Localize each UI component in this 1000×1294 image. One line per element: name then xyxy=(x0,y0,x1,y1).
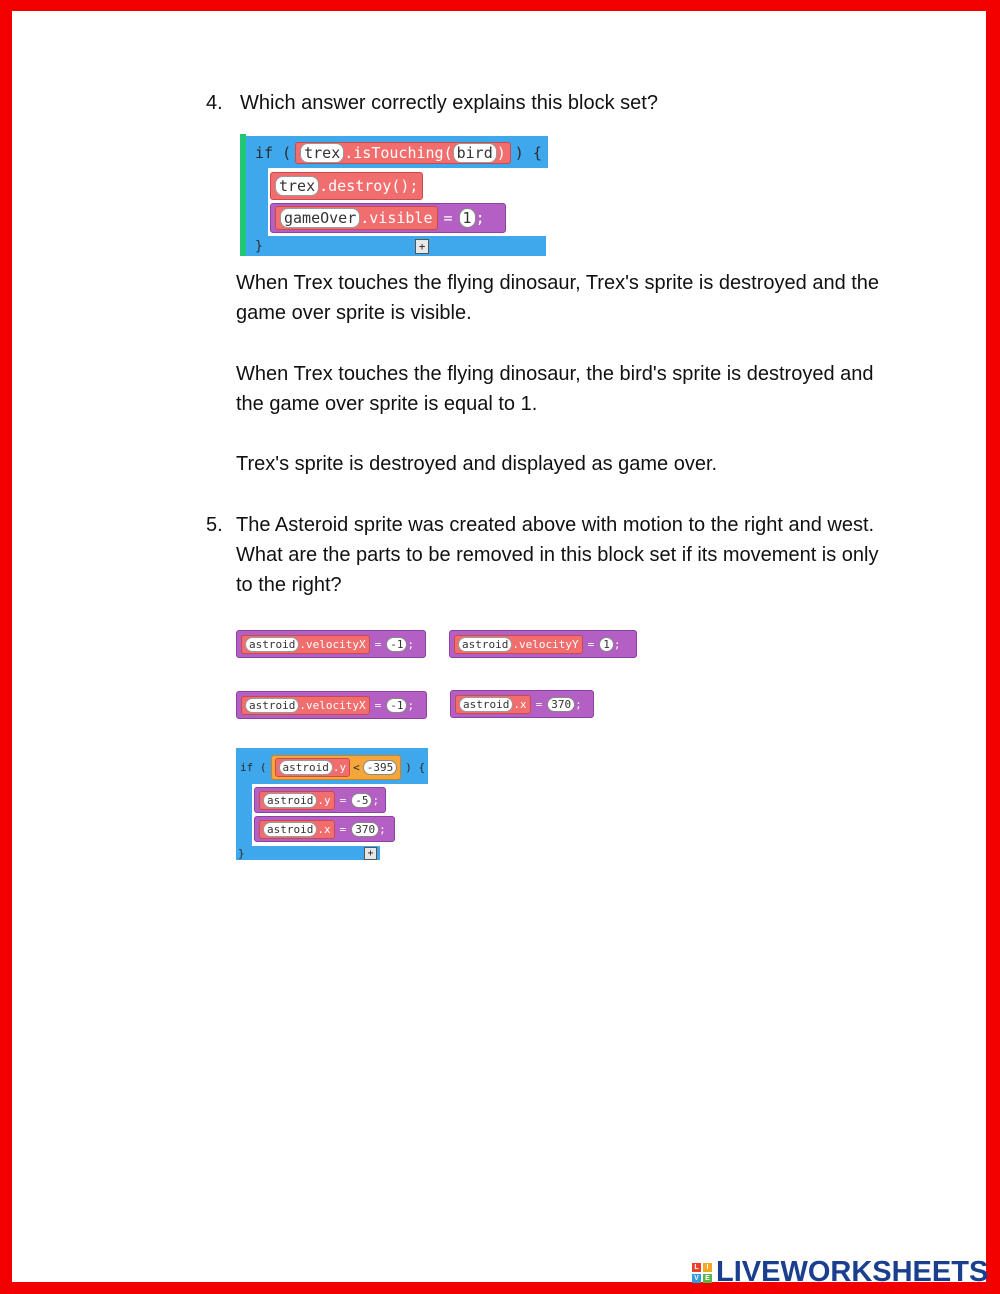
equals-sign: = xyxy=(374,637,382,651)
question-5-text: The Asteroid sprite was created above with motion to the right and west. What are the parts to be removed in this block set if its movement is only to the right? xyxy=(236,514,879,596)
value-one: 1 xyxy=(459,208,476,228)
astroid-variable: astroid xyxy=(263,822,317,837)
visible-property: .visible xyxy=(360,209,433,227)
equals-sign: = xyxy=(535,697,543,711)
value: 1 xyxy=(599,637,614,652)
semicolon: ; xyxy=(575,697,582,711)
if-keyword: if ( xyxy=(240,760,267,774)
value: 370 xyxy=(547,697,575,712)
liveworksheets-logo xyxy=(692,1256,988,1289)
equals-sign: = xyxy=(443,209,453,227)
end-brace: } xyxy=(238,846,245,860)
x-property: .x xyxy=(317,822,331,836)
if-keyword: if ( xyxy=(255,144,292,162)
answer-option-2[interactable]: When Trex touches the flying dinosaur, the bird's sprite is destroyed and the game over sprite is equal to 1. xyxy=(236,363,874,415)
value: -5 xyxy=(351,793,372,808)
bird-variable: bird xyxy=(453,143,497,163)
equals-sign: = xyxy=(374,698,382,712)
value: 370 xyxy=(351,822,379,837)
question-4-text: Which answer correctly explains this block set? xyxy=(240,92,658,114)
x-property: .x xyxy=(513,697,527,711)
if-close: ) { xyxy=(514,144,542,162)
semicolon: ; xyxy=(379,822,386,836)
block-velocityx-1[interactable] xyxy=(236,630,426,658)
velocityy-property: .velocityY xyxy=(512,637,579,651)
logo-grid-icon xyxy=(692,1263,712,1283)
end-brace: } xyxy=(255,238,263,254)
astroid-variable: astroid xyxy=(263,793,317,808)
astroid-variable: astroid xyxy=(245,637,299,652)
semicolon: ; xyxy=(407,637,415,651)
astroid-variable: astroid xyxy=(459,697,513,712)
destroy-method: .destroy(); xyxy=(319,177,419,195)
value: -1 xyxy=(386,637,407,652)
logo-letter: L xyxy=(692,1263,701,1272)
question-5-number: 5. xyxy=(206,514,223,536)
block-velocityy[interactable] xyxy=(449,630,637,658)
logo-letter: V xyxy=(692,1274,701,1283)
question-4-number: 4. xyxy=(206,92,223,114)
if-close: ) { xyxy=(405,760,426,774)
y-property: .y xyxy=(317,793,331,807)
logo-letter: I xyxy=(703,1263,712,1272)
equals-sign: = xyxy=(339,822,347,836)
equals-sign: = xyxy=(339,793,347,807)
semicolon: ; xyxy=(407,698,415,712)
astroid-variable: astroid xyxy=(458,637,512,652)
threshold-value: -395 xyxy=(363,760,398,775)
logo-text: LIVEWORKSHEETS xyxy=(716,1256,989,1288)
y-property: .y xyxy=(332,760,347,774)
block-x-position[interactable] xyxy=(450,690,594,718)
add-block-plus-icon[interactable]: + xyxy=(415,239,429,254)
semicolon: ; xyxy=(475,209,485,227)
answer-option-1[interactable]: When Trex touches the flying dinosaur, Trex's sprite is destroyed and the game over sprite is visible. xyxy=(236,272,880,324)
astroid-variable: astroid xyxy=(279,760,333,775)
answer-option-3[interactable]: Trex's sprite is destroyed and displayed as game over. xyxy=(236,453,718,475)
block-velocityx-2[interactable] xyxy=(236,691,427,719)
astroid-variable: astroid xyxy=(245,698,299,713)
add-block-plus-icon[interactable]: + xyxy=(364,847,377,860)
semicolon: ; xyxy=(613,637,621,651)
istouching-method: .isTouching( xyxy=(344,144,453,162)
less-than-operator: < xyxy=(353,760,360,774)
gameover-variable: gameOver xyxy=(280,208,360,228)
trex-variable-2: trex xyxy=(275,176,319,196)
velocityx-property: .velocityX xyxy=(299,637,366,651)
semicolon: ; xyxy=(372,793,380,807)
value: -1 xyxy=(386,698,407,713)
logo-letter: E xyxy=(703,1274,712,1283)
velocityx-property: .velocityX xyxy=(299,698,366,712)
trex-variable: trex xyxy=(300,143,344,163)
equals-sign: = xyxy=(587,637,595,651)
